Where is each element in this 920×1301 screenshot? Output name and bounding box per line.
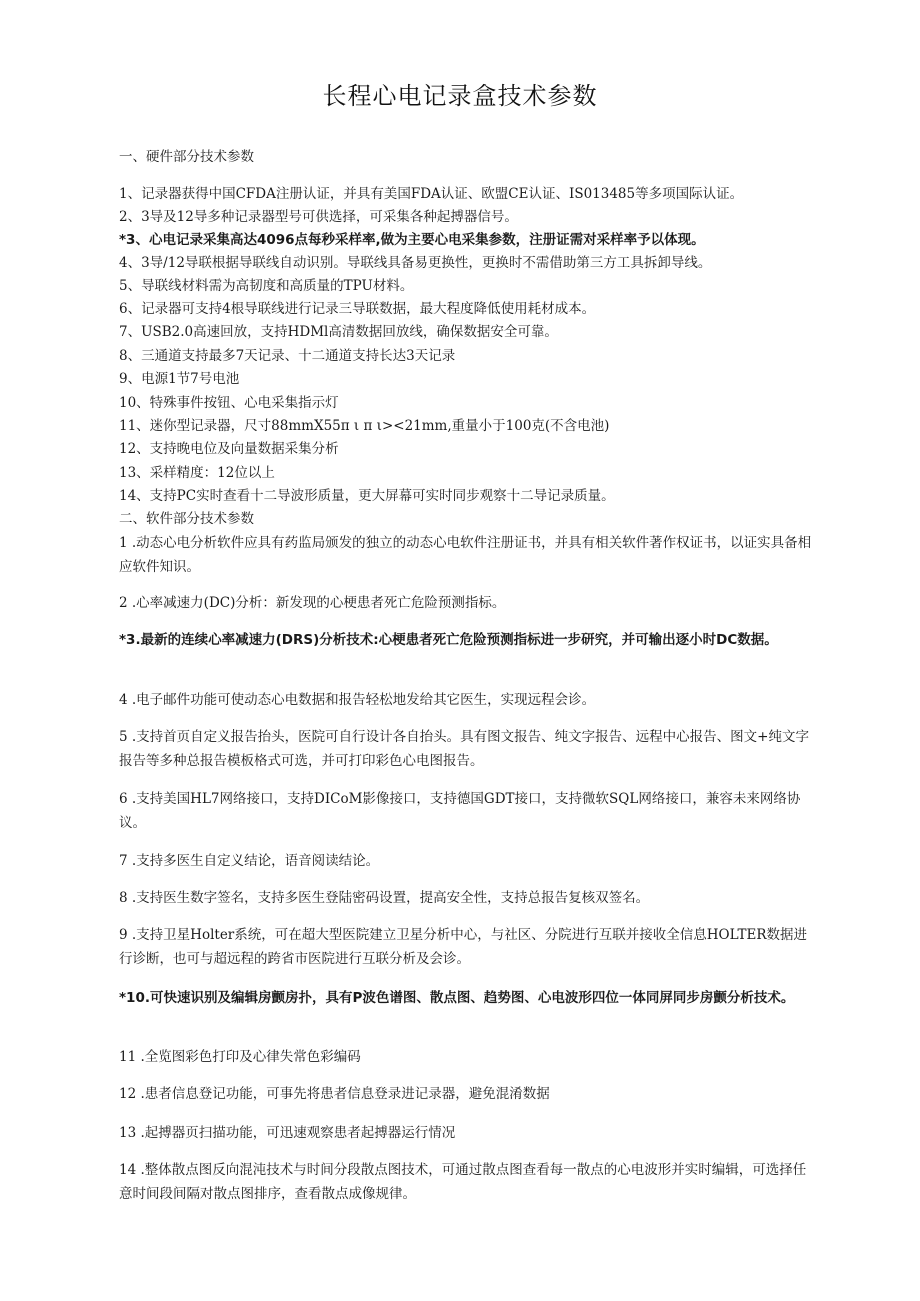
software-item-11: 11 .全览图彩色打印及心律失常色彩编码 [119, 1049, 361, 1065]
software-heading: 二、软件部分技术参数 [119, 511, 254, 527]
software-item-6: 6 .支持美国HL7网络接口，支持DICoM影像接口，支持德国GDT接口，支持微软SQL网络接口，兼容未来网络协议。 [119, 791, 801, 831]
hardware-item-7: 7、USB2.0高速回放，支持HDMl高清数据回放线，确保数据安全可靠。 [119, 324, 558, 340]
hardware-item-8: 8、三通道支持最多7天记录、十二通道支持长达3天记录 [119, 348, 456, 364]
software-item-1: 1 .动态心电分析软件应具有药监局颁发的独立的动态心电软件注册证书，并具有相关软件著作权证书，以证实具备相应软件知识。 [119, 535, 812, 575]
hardware-item-1: 1、记录器获得中国CFDA注册认证，并具有美国FDA认证、欧盟CE认证、IS013485等多项国际认证。 [119, 186, 744, 202]
hardware-item-5: 5、导联线材料需为高韧度和高质量的TPU材料。 [119, 278, 414, 294]
hardware-heading: 一、硬件部分技术参数 [119, 149, 254, 165]
hardware-item-2: 2、3导及12导多种记录器型号可供选择，可采集各种起搏器信号。 [119, 209, 518, 225]
hardware-item-3: *3、心电记录采集高达4096点每秒采样率,做为主要心电采集参数，注册证需对采样率予以体现。 [119, 232, 705, 248]
document-title: 长程心电记录盒技术参数 [322, 82, 598, 110]
software-item-14: 14 .整体散点图反向混沌技术与时间分段散点图技术，可通过散点图查看每一散点的心电波形并实时编辑，可选择任意时间段间隔对散点图排序，查看散点成像规律。 [119, 1162, 807, 1202]
software-item-13: 13 .起搏器页扫描功能，可迅速观察患者起搏器运行情况 [119, 1125, 456, 1141]
software-item-4: 4 .电子邮件功能可使动态心电数据和报告轻松地发给其它医生，实现远程会诊。 [119, 692, 596, 708]
hardware-item-14: 14、支持PC实时查看十二导波形质量，更大屏幕可实时同步观察十二导记录质量。 [119, 488, 615, 504]
hardware-item-4: 4、3导/12导联根据导联线自动识别。导联线具备易更换性，更换时不需借助第三方工具拆卸导线。 [119, 255, 712, 271]
hardware-item-12: 12、支持晚电位及向量数据采集分析 [119, 441, 339, 457]
hardware-item-10: 10、特殊事件按钮、心电采集指示灯 [119, 395, 339, 411]
hardware-item-6: 6、记录器可支持4根导联线进行记录三导联数据，最大程度降低使用耗材成本。 [119, 301, 596, 317]
hardware-item-13: 13、采样精度：12位以上 [119, 465, 275, 481]
hardware-item-9: 9、电源1节7号电池 [119, 371, 240, 387]
software-item-12: 12 .患者信息登记功能，可事先将患者信息登录进记录器，避免混淆数据 [119, 1086, 550, 1102]
hardware-item-11: 11、迷你型记录器，尺寸88mmX55π ι π ι><21mm,重量小于100克(不含电池) [119, 418, 610, 434]
software-item-10: *10.可快速识别及编辑房颤房扑，具有P波色谱图、散点图、趋势图、心电波形四位一体同屏同步房颤分析技术。 [119, 990, 795, 1006]
software-item-2: 2 .心率减速力(DC)分析：新发现的心梗患者死亡危险预测指标。 [119, 595, 506, 611]
software-item-9: 9 .支持卫星Holter系统，可在超大型医院建立卫星分析中心，与社区、分院进行互联并接收全信息HOLTER数据进行诊断，也可与超远程的跨省市医院进行互联分析及会诊。 [119, 927, 807, 967]
software-item-5: 5 .支持首页自定义报告抬头，医院可自行设计各自抬头。具有图文报告、纯文字报告、远程中心报告、图文+纯文字报告等多种总报告模板格式可选，并可打印彩色心电图报告。 [119, 729, 809, 769]
software-item-7: 7 .支持多医生自定义结论，语音阅读结论。 [119, 853, 380, 869]
software-item-3: *3.最新的连续心率减速力(DRS)分析技术:心梗患者死亡危险预测指标进一步研究，并可输出逐小时DC数据。 [119, 632, 778, 648]
software-item-8: 8 .支持医生数字签名，支持多医生登陆密码设置，提高安全性，支持总报告复核双签名。 [119, 890, 650, 906]
